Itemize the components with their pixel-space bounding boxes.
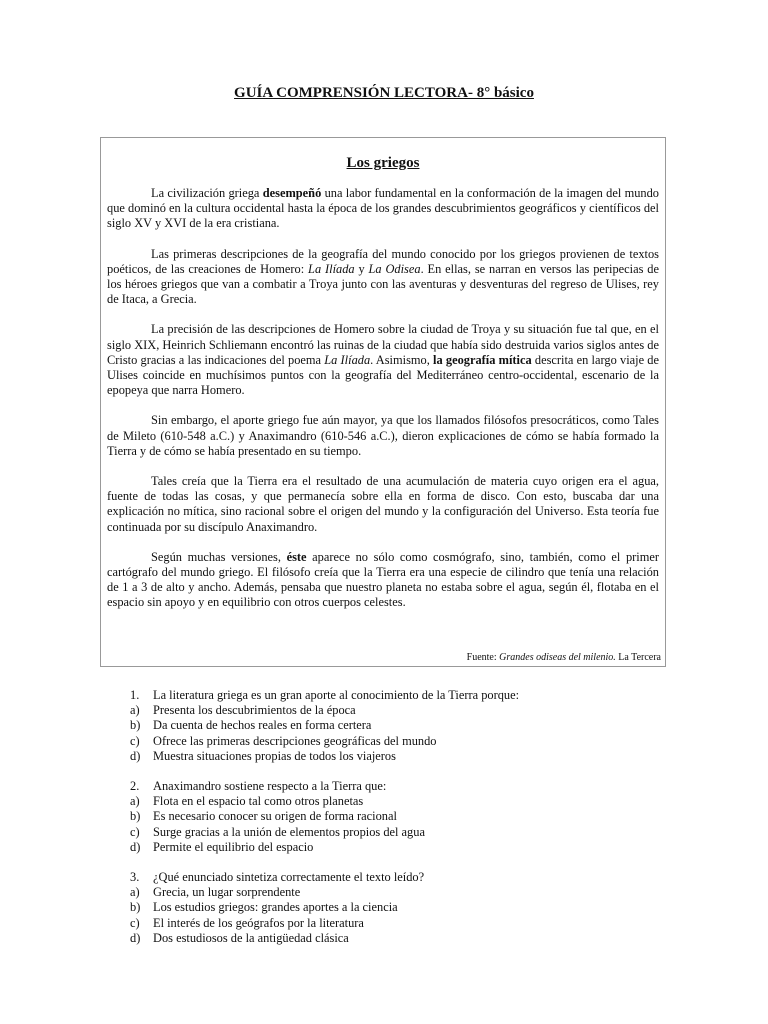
italic-title: La Ilíada bbox=[308, 261, 355, 276]
answer-option[interactable] bbox=[130, 931, 670, 946]
option-text: Grecia, un lugar sorprendente bbox=[153, 885, 301, 900]
option-text: El interés de los geógrafos por la literatura bbox=[153, 915, 364, 930]
answer-option[interactable] bbox=[130, 916, 670, 931]
answer-option[interactable] bbox=[130, 885, 670, 900]
bold-term: desempeñó bbox=[262, 186, 322, 200]
question-1 bbox=[130, 688, 670, 764]
question-2 bbox=[130, 779, 670, 855]
paragraph-text: Las primeras descripciones de la geografía del mundo conocido por los griegos provienen de textos poéticos, de las creaciones de Homero: bbox=[107, 246, 659, 276]
paragraph-6 bbox=[107, 550, 659, 611]
source-publisher: La Tercera bbox=[615, 652, 661, 663]
italic-title: La Ilíada bbox=[324, 352, 371, 367]
option-letter: b) bbox=[130, 900, 141, 915]
paragraph-text: y bbox=[354, 261, 369, 276]
option-letter: d) bbox=[130, 748, 141, 763]
option-letter: b) bbox=[130, 809, 141, 824]
bold-term: la geografía mítica bbox=[433, 352, 532, 367]
italic-title: La Odisea bbox=[368, 261, 421, 276]
reading-box bbox=[100, 137, 666, 667]
paragraph-2 bbox=[107, 247, 659, 308]
paragraph-5: Tales creía que la Tierra era el resultado de una acumulación de materia cuyo origen era el agua, fuente de todas las cosas, y que permanecía sobre ella en forma de disco. Con esto, buscaba dar una explicación no mítica, sino racional sobre el origen del mundo y la configuración del Universo. Esta teoría fue continuada por su discípulo Anaximandro. bbox=[107, 474, 659, 534]
answer-option[interactable] bbox=[130, 703, 670, 718]
answer-option[interactable] bbox=[130, 825, 670, 840]
reading-title: Los griegos bbox=[346, 155, 420, 171]
answer-option[interactable] bbox=[130, 809, 670, 824]
bold-term: éste bbox=[286, 549, 307, 564]
paragraph-text: . Asimismo, bbox=[370, 352, 434, 367]
option-text: Permite el equilibrio del espacio bbox=[153, 839, 314, 854]
option-text: Da cuenta de hechos reales en forma certera bbox=[153, 718, 372, 733]
answer-option[interactable] bbox=[130, 900, 670, 915]
paragraph-text: La civilización griega bbox=[151, 186, 263, 200]
option-letter: d) bbox=[130, 930, 141, 945]
question-stem bbox=[130, 779, 670, 794]
question-text: La literatura griega es un gran aporte al conocimiento de la Tierra porque: bbox=[153, 688, 520, 702]
option-text: Presenta los descubrimientos de la época bbox=[153, 703, 356, 718]
source-label: Fuente: bbox=[466, 652, 500, 663]
option-text: Es necesario conocer su origen de forma racional bbox=[153, 809, 397, 824]
answer-option[interactable] bbox=[130, 718, 670, 733]
paragraph-text: Según muchas versiones, bbox=[151, 549, 287, 564]
paragraph-text: La precisión de las descripciones de Homero sobre la ciudad de Troya y su situación fue tal que, en el siglo XIX, Heinrich Schliemann encontró las ruinas de la ciudad que había sido destruida varios siglos antes de Cristo gracias a las indicaciones del poema bbox=[107, 322, 659, 367]
option-letter: b) bbox=[130, 718, 141, 733]
question-number: 2. bbox=[130, 779, 140, 794]
question-stem bbox=[130, 688, 670, 703]
paragraph-3 bbox=[107, 322, 659, 398]
paragraph-text: una labor fundamental en la conformación de la imagen del mundo que dominó en la cultura occidental hasta la época de los grandes descubrimientos geográficos y científicos del siglo XV y XVI de la era cristiana. bbox=[107, 186, 659, 231]
option-letter: a) bbox=[130, 794, 140, 809]
option-text: Muestra situaciones propias de todos los viajeros bbox=[153, 748, 396, 763]
option-text: Dos estudiosos de la antigüedad clásica bbox=[153, 930, 349, 945]
page-title: GUÍA COMPRENSIÓN LECTORA- 8° básico bbox=[234, 85, 534, 101]
question-number: 1. bbox=[130, 688, 140, 702]
paragraph-4: Sin embargo, el aporte griego fue aún mayor, ya que los llamados filósofos presocráticos, como Tales de Mileto (610-548 a.C.) y Anaximandro (610-546 a.C.), dieron explicaciones de cómo se había formado la Tierra y de cómo se había presentado en su tiempo. bbox=[107, 413, 659, 458]
paragraph-text: aparece no sólo como cosmógrafo, sino, también, como el primer cartógrafo del mundo griego. El filósofo creía que la Tierra era una especie de cilindro que tenía una relación de 1 a 3 de alto y ancho. Además, pensaba que nuestro planeta no estaba sobre el agua, según él, flotaba en el espacio sin apoyo y en equilibrio con otros cuerpos celestes. bbox=[107, 549, 659, 610]
answer-option[interactable] bbox=[130, 840, 670, 855]
question-3 bbox=[130, 870, 670, 946]
option-letter: c) bbox=[130, 733, 140, 748]
answer-option[interactable] bbox=[130, 794, 670, 809]
option-letter: a) bbox=[130, 703, 140, 718]
questions-section bbox=[130, 688, 670, 961]
source-work: Grandes odiseas del milenio. bbox=[499, 652, 616, 663]
option-text: Los estudios griegos: grandes aportes a la ciencia bbox=[153, 900, 398, 915]
answer-option[interactable] bbox=[130, 734, 670, 749]
source-citation bbox=[467, 652, 661, 663]
option-text: Ofrece las primeras descripciones geográficas del mundo bbox=[153, 733, 437, 748]
option-text: Flota en el espacio tal como otros planetas bbox=[153, 794, 364, 809]
question-stem bbox=[130, 870, 670, 885]
answer-option[interactable] bbox=[130, 749, 670, 764]
question-text: ¿Qué enunciado sintetiza correctamente el texto leído? bbox=[153, 870, 425, 885]
paragraph-text: . En ellas, se narran en versos las peripecias de los héroes griegos que van a combatir a Troya junto con las aventuras y desventuras del regreso de Ulises, rey de Itaca, a Grecia. bbox=[107, 261, 659, 307]
option-letter: c) bbox=[130, 824, 140, 839]
option-letter: a) bbox=[130, 885, 140, 900]
question-text: Anaximandro sostiene respecto a la Tierra que: bbox=[153, 779, 387, 794]
paragraph-1 bbox=[107, 186, 659, 232]
question-number: 3. bbox=[130, 870, 140, 885]
option-letter: d) bbox=[130, 839, 141, 854]
option-letter: c) bbox=[130, 915, 140, 930]
paragraph-text: descrita en largo viaje de Ulises coincide en muchísimos puntos con la geografía del Mediterráneo centro-occidental, escenario de la epopeya que narra Homero. bbox=[107, 352, 659, 398]
option-text: Surge gracias a la unión de elementos propios del agua bbox=[153, 824, 425, 839]
